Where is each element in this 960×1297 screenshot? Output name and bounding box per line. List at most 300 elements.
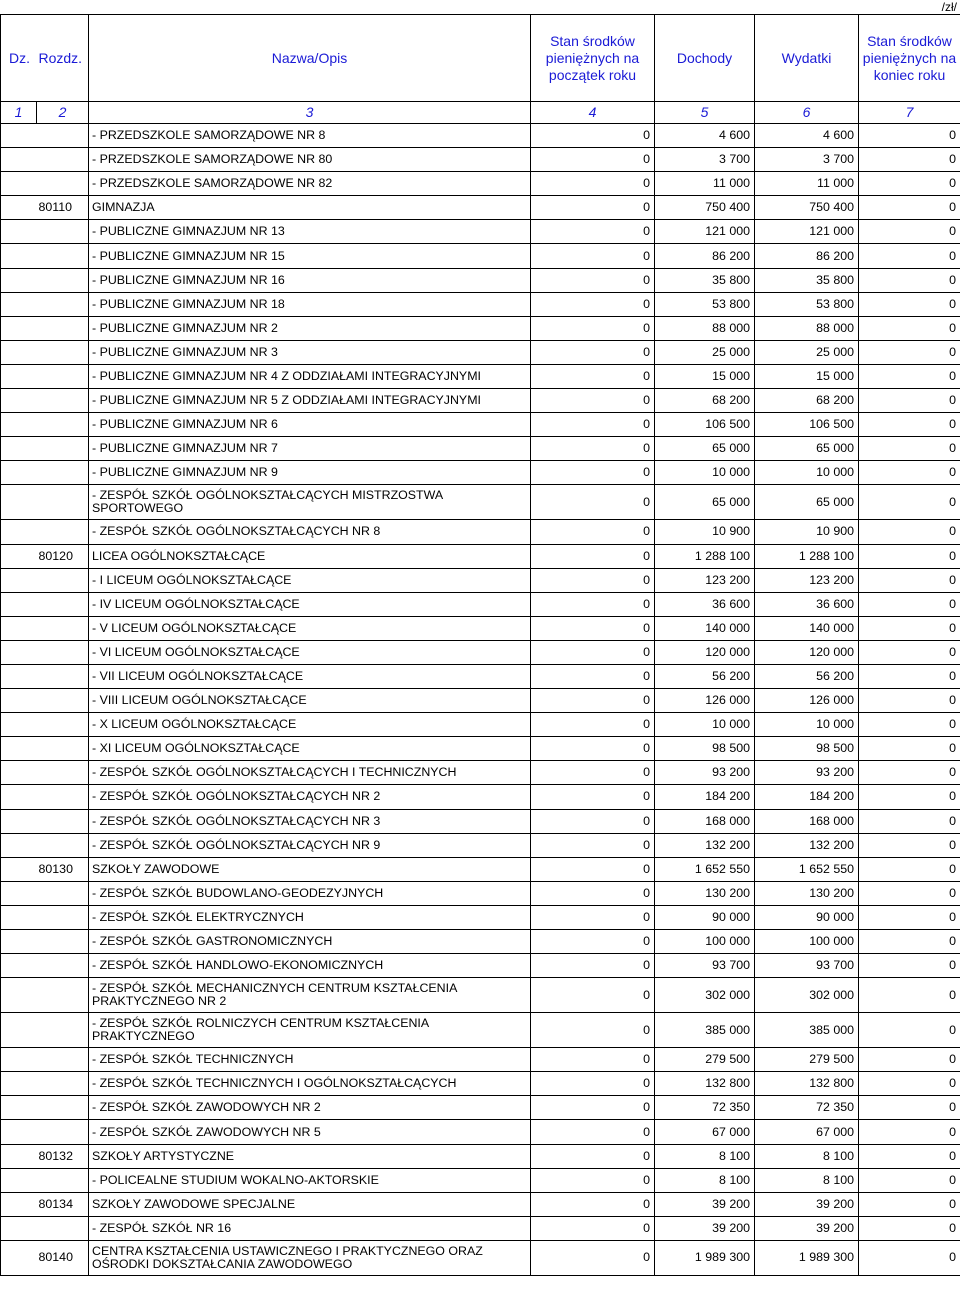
cell-start: 0 (531, 568, 655, 592)
cell-dz (1, 1013, 37, 1048)
cell-name: - PUBLICZNE GIMNAZJUM NR 5 Z ODDZIAŁAMI INTEGRACYJNYMI (89, 389, 531, 413)
cell-rozdz (37, 1096, 89, 1120)
cell-income: 106 500 (655, 413, 755, 437)
cell-rozdz (37, 568, 89, 592)
cell-dz (1, 785, 37, 809)
table-row (1, 220, 960, 244)
cell-rozdz (37, 485, 89, 520)
cell-income: 1 652 550 (655, 857, 755, 881)
cell-end: 0 (859, 1144, 960, 1168)
cell-dz (1, 930, 37, 954)
cell-end: 0 (859, 881, 960, 905)
cell-dz (1, 340, 37, 364)
cell-expense: 11 000 (755, 172, 859, 196)
cell-start: 0 (531, 124, 655, 148)
cell-start: 0 (531, 437, 655, 461)
cell-rozdz (37, 905, 89, 929)
cell-name: GIMNAZJA (89, 196, 531, 220)
cell-expense: 123 200 (755, 568, 859, 592)
cell-rozdz (37, 1216, 89, 1240)
cell-dz (1, 1192, 37, 1216)
cell-expense: 302 000 (755, 978, 859, 1013)
cell-income: 10 000 (655, 713, 755, 737)
cell-dz (1, 713, 37, 737)
cell-name: - ZESPÓŁ SZKÓŁ ROLNICZYCH CENTRUM KSZTAŁCENIA PRAKTYCZNEGO (89, 1013, 531, 1048)
cell-rozdz (37, 1072, 89, 1096)
cell-name: - ZESPÓŁ SZKÓŁ TECHNICZNYCH I OGÓLNOKSZTAŁCĄCYCH (89, 1072, 531, 1096)
cell-start: 0 (531, 785, 655, 809)
cell-name: - V LICEUM OGÓLNOKSZTAŁCĄCE (89, 616, 531, 640)
cell-expense: 132 200 (755, 833, 859, 857)
cell-start: 0 (531, 340, 655, 364)
cell-income: 8 100 (655, 1144, 755, 1168)
cell-income: 132 200 (655, 833, 755, 857)
cell-name: - PUBLICZNE GIMNAZJUM NR 16 (89, 268, 531, 292)
cell-name: - ZESPÓŁ SZKÓŁ TECHNICZNYCH (89, 1048, 531, 1072)
cell-income: 100 000 (655, 930, 755, 954)
cell-start: 0 (531, 316, 655, 340)
cell-start: 0 (531, 389, 655, 413)
cell-end: 0 (859, 148, 960, 172)
cell-income: 93 700 (655, 954, 755, 978)
cell-income: 130 200 (655, 881, 755, 905)
cell-end: 0 (859, 485, 960, 520)
table-row (1, 1192, 960, 1216)
cell-rozdz (37, 413, 89, 437)
cell-start: 0 (531, 520, 655, 544)
cell-rozdz: 80130 (37, 857, 89, 881)
cell-income: 123 200 (655, 568, 755, 592)
cell-expense: 130 200 (755, 881, 859, 905)
cell-end: 0 (859, 340, 960, 364)
cell-dz (1, 461, 37, 485)
cell-start: 0 (531, 364, 655, 388)
cell-name: - ZESPÓŁ SZKÓŁ OGÓLNOKSZTAŁCĄCYCH NR 2 (89, 785, 531, 809)
cell-dz (1, 616, 37, 640)
cell-dz (1, 737, 37, 761)
cell-expense: 750 400 (755, 196, 859, 220)
cell-start: 0 (531, 220, 655, 244)
header-income: Dochody (655, 15, 755, 102)
cell-name: - PRZEDSZKOLE SAMORZĄDOWE NR 80 (89, 148, 531, 172)
cell-income: 132 800 (655, 1072, 755, 1096)
table-row (1, 761, 960, 785)
cell-start: 0 (531, 485, 655, 520)
cell-end: 0 (859, 1168, 960, 1192)
cell-income: 1 989 300 (655, 1240, 755, 1275)
unit-label: /zł/ (941, 0, 957, 14)
cell-dz (1, 568, 37, 592)
cell-income: 93 200 (655, 761, 755, 785)
cell-end: 0 (859, 544, 960, 568)
cell-rozdz (37, 124, 89, 148)
colnum-5: 5 (655, 102, 755, 124)
table-row (1, 689, 960, 713)
table-row (1, 340, 960, 364)
cell-name: CENTRA KSZTAŁCENIA USTAWICZNEGO I PRAKTYCZNEGO ORAZ OŚRODKI DOKSZTAŁCANIA ZAWODOWEGO (89, 1240, 531, 1275)
cell-income: 88 000 (655, 316, 755, 340)
cell-dz (1, 978, 37, 1013)
cell-rozdz (37, 809, 89, 833)
cell-expense: 184 200 (755, 785, 859, 809)
cell-rozdz (37, 1048, 89, 1072)
cell-expense: 98 500 (755, 737, 859, 761)
cell-end: 0 (859, 761, 960, 785)
cell-end: 0 (859, 413, 960, 437)
cell-start: 0 (531, 1048, 655, 1072)
cell-start: 0 (531, 1096, 655, 1120)
cell-rozdz (37, 713, 89, 737)
cell-name: LICEA OGÓLNOKSZTAŁCĄCE (89, 544, 531, 568)
cell-end: 0 (859, 1240, 960, 1275)
cell-end: 0 (859, 689, 960, 713)
cell-end: 0 (859, 520, 960, 544)
cell-start: 0 (531, 809, 655, 833)
cell-rozdz (37, 689, 89, 713)
cell-rozdz (37, 461, 89, 485)
cell-start: 0 (531, 268, 655, 292)
cell-end: 0 (859, 1013, 960, 1048)
table-row (1, 930, 960, 954)
cell-end: 0 (859, 568, 960, 592)
cell-dz (1, 172, 37, 196)
cell-expense: 385 000 (755, 1013, 859, 1048)
cell-income: 4 600 (655, 124, 755, 148)
cell-expense: 8 100 (755, 1168, 859, 1192)
cell-rozdz (37, 148, 89, 172)
cell-start: 0 (531, 737, 655, 761)
cell-dz (1, 196, 37, 220)
cell-dz (1, 905, 37, 929)
cell-start: 0 (531, 930, 655, 954)
cell-expense: 15 000 (755, 364, 859, 388)
cell-rozdz (37, 761, 89, 785)
cell-end: 0 (859, 905, 960, 929)
table-row (1, 268, 960, 292)
cell-name: - ZESPÓŁ SZKÓŁ BUDOWLANO-GEODEZYJNYCH (89, 881, 531, 905)
cell-rozdz (37, 268, 89, 292)
cell-dz (1, 485, 37, 520)
cell-rozdz (37, 364, 89, 388)
colnum-4: 4 (531, 102, 655, 124)
cell-name: - POLICEALNE STUDIUM WOKALNO-AKTORSKIE (89, 1168, 531, 1192)
cell-rozdz: 80134 (37, 1192, 89, 1216)
cell-start: 0 (531, 833, 655, 857)
cell-income: 25 000 (655, 340, 755, 364)
table-row (1, 1048, 960, 1072)
cell-start: 0 (531, 857, 655, 881)
cell-expense: 93 700 (755, 954, 859, 978)
cell-name: - XI LICEUM OGÓLNOKSZTAŁCĄCE (89, 737, 531, 761)
cell-end: 0 (859, 664, 960, 688)
cell-rozdz (37, 437, 89, 461)
cell-dz (1, 664, 37, 688)
table-row (1, 857, 960, 881)
table-row (1, 1072, 960, 1096)
cell-rozdz (37, 881, 89, 905)
budget-table (0, 14, 960, 1276)
table-row (1, 568, 960, 592)
table-row (1, 364, 960, 388)
cell-expense: 25 000 (755, 340, 859, 364)
table-row (1, 616, 960, 640)
cell-end: 0 (859, 592, 960, 616)
cell-name: - PRZEDSZKOLE SAMORZĄDOWE NR 82 (89, 172, 531, 196)
cell-start: 0 (531, 1168, 655, 1192)
cell-expense: 106 500 (755, 413, 859, 437)
cell-expense: 100 000 (755, 930, 859, 954)
cell-end: 0 (859, 220, 960, 244)
table-row (1, 833, 960, 857)
cell-rozdz (37, 664, 89, 688)
cell-end: 0 (859, 172, 960, 196)
cell-dz (1, 689, 37, 713)
cell-end: 0 (859, 461, 960, 485)
cell-dz (1, 148, 37, 172)
table-row (1, 485, 960, 520)
cell-dz (1, 1168, 37, 1192)
cell-end: 0 (859, 809, 960, 833)
cell-start: 0 (531, 1072, 655, 1096)
cell-income: 184 200 (655, 785, 755, 809)
table-row (1, 1096, 960, 1120)
cell-dz (1, 124, 37, 148)
cell-expense: 72 350 (755, 1096, 859, 1120)
table-row (1, 292, 960, 316)
cell-end: 0 (859, 437, 960, 461)
cell-end: 0 (859, 954, 960, 978)
cell-expense: 1 652 550 (755, 857, 859, 881)
table-row (1, 1013, 960, 1048)
table-row (1, 1120, 960, 1144)
cell-dz (1, 1048, 37, 1072)
cell-expense: 56 200 (755, 664, 859, 688)
cell-start: 0 (531, 978, 655, 1013)
cell-dz (1, 1144, 37, 1168)
cell-name: - ZESPÓŁ SZKÓŁ GASTRONOMICZNYCH (89, 930, 531, 954)
colnum-2: 2 (37, 102, 89, 124)
cell-name: - ZESPÓŁ SZKÓŁ OGÓLNOKSZTAŁCĄCYCH NR 9 (89, 833, 531, 857)
cell-start: 0 (531, 172, 655, 196)
cell-dz (1, 1096, 37, 1120)
cell-income: 11 000 (655, 172, 755, 196)
cell-name: - VIII LICEUM OGÓLNOKSZTAŁCĄCE (89, 689, 531, 713)
cell-income: 8 100 (655, 1168, 755, 1192)
cell-dz (1, 413, 37, 437)
table-row (1, 809, 960, 833)
cell-income: 3 700 (655, 148, 755, 172)
cell-rozdz (37, 833, 89, 857)
header-dz: Dz. (1, 15, 37, 102)
cell-name: - ZESPÓŁ SZKÓŁ OGÓLNOKSZTAŁCĄCYCH MISTRZOSTWA SPORTOWEGO (89, 485, 531, 520)
cell-expense: 168 000 (755, 809, 859, 833)
cell-name: - IV LICEUM OGÓLNOKSZTAŁCĄCE (89, 592, 531, 616)
cell-rozdz (37, 592, 89, 616)
cell-name: - ZESPÓŁ SZKÓŁ OGÓLNOKSZTAŁCĄCYCH NR 3 (89, 809, 531, 833)
cell-income: 39 200 (655, 1192, 755, 1216)
table-row (1, 196, 960, 220)
cell-end: 0 (859, 1072, 960, 1096)
table-row (1, 544, 960, 568)
cell-expense: 279 500 (755, 1048, 859, 1072)
cell-name: - ZESPÓŁ SZKÓŁ OGÓLNOKSZTAŁCĄCYCH I TECHNICZNYCH (89, 761, 531, 785)
table-row (1, 520, 960, 544)
cell-end: 0 (859, 1216, 960, 1240)
cell-expense: 1 989 300 (755, 1240, 859, 1275)
cell-rozdz (37, 316, 89, 340)
cell-expense: 3 700 (755, 148, 859, 172)
cell-income: 98 500 (655, 737, 755, 761)
cell-rozdz (37, 785, 89, 809)
cell-rozdz (37, 978, 89, 1013)
cell-rozdz (37, 389, 89, 413)
cell-income: 140 000 (655, 616, 755, 640)
cell-name: - I LICEUM OGÓLNOKSZTAŁCĄCE (89, 568, 531, 592)
table-row (1, 737, 960, 761)
cell-start: 0 (531, 905, 655, 929)
cell-dz (1, 833, 37, 857)
cell-name: - PUBLICZNE GIMNAZJUM NR 15 (89, 244, 531, 268)
cell-dz (1, 640, 37, 664)
cell-start: 0 (531, 664, 655, 688)
cell-expense: 132 800 (755, 1072, 859, 1096)
cell-start: 0 (531, 1144, 655, 1168)
cell-dz (1, 316, 37, 340)
table-row (1, 172, 960, 196)
cell-name: - PUBLICZNE GIMNAZJUM NR 18 (89, 292, 531, 316)
cell-rozdz (37, 172, 89, 196)
table-row (1, 905, 960, 929)
cell-end: 0 (859, 857, 960, 881)
cell-start: 0 (531, 461, 655, 485)
cell-start: 0 (531, 592, 655, 616)
table-row (1, 713, 960, 737)
cell-name: SZKOŁY ZAWODOWE SPECJALNE (89, 1192, 531, 1216)
cell-rozdz: 80110 (37, 196, 89, 220)
cell-expense: 88 000 (755, 316, 859, 340)
cell-end: 0 (859, 1096, 960, 1120)
cell-end: 0 (859, 616, 960, 640)
table-row (1, 316, 960, 340)
table-row (1, 148, 960, 172)
cell-start: 0 (531, 1240, 655, 1275)
cell-end: 0 (859, 292, 960, 316)
cell-end: 0 (859, 316, 960, 340)
table-row (1, 389, 960, 413)
cell-income: 121 000 (655, 220, 755, 244)
cell-dz (1, 364, 37, 388)
cell-rozdz (37, 220, 89, 244)
cell-rozdz (37, 292, 89, 316)
table-body (1, 124, 960, 1276)
cell-dz (1, 1072, 37, 1096)
cell-expense: 121 000 (755, 220, 859, 244)
cell-start: 0 (531, 1192, 655, 1216)
cell-expense: 35 800 (755, 268, 859, 292)
header-expense: Wydatki (755, 15, 859, 102)
table-row (1, 1168, 960, 1192)
cell-dz (1, 389, 37, 413)
cell-dz (1, 292, 37, 316)
colnum-1: 1 (1, 102, 37, 124)
header-end: Stan środków pieniężnych na koniec roku (859, 15, 960, 102)
cell-income: 15 000 (655, 364, 755, 388)
table-row (1, 978, 960, 1013)
table-row (1, 640, 960, 664)
cell-income: 39 200 (655, 1216, 755, 1240)
cell-dz (1, 220, 37, 244)
cell-rozdz (37, 930, 89, 954)
cell-expense: 126 000 (755, 689, 859, 713)
cell-name: SZKOŁY ZAWODOWE (89, 857, 531, 881)
cell-rozdz (37, 1168, 89, 1192)
cell-name: - ZESPÓŁ SZKÓŁ ZAWODOWYCH NR 2 (89, 1096, 531, 1120)
cell-income: 65 000 (655, 437, 755, 461)
cell-name: - ZESPÓŁ SZKÓŁ HANDLOWO-EKONOMICZNYCH (89, 954, 531, 978)
cell-name: - PUBLICZNE GIMNAZJUM NR 9 (89, 461, 531, 485)
cell-name: - PUBLICZNE GIMNAZJUM NR 4 Z ODDZIAŁAMI INTEGRACYJNYMI (89, 364, 531, 388)
cell-expense: 90 000 (755, 905, 859, 929)
cell-dz (1, 761, 37, 785)
cell-expense: 53 800 (755, 292, 859, 316)
cell-rozdz (37, 1013, 89, 1048)
cell-income: 36 600 (655, 592, 755, 616)
cell-name: - ZESPÓŁ SZKÓŁ MECHANICZNYCH CENTRUM KSZTAŁCENIA PRAKTYCZNEGO NR 2 (89, 978, 531, 1013)
cell-dz (1, 1120, 37, 1144)
cell-income: 53 800 (655, 292, 755, 316)
cell-end: 0 (859, 785, 960, 809)
cell-end: 0 (859, 1048, 960, 1072)
cell-end: 0 (859, 196, 960, 220)
cell-name: - ZESPÓŁ SZKÓŁ ELEKTRYCZNYCH (89, 905, 531, 929)
table-row (1, 1144, 960, 1168)
cell-dz (1, 857, 37, 881)
colnum-7: 7 (859, 102, 960, 124)
cell-start: 0 (531, 196, 655, 220)
cell-rozdz (37, 520, 89, 544)
cell-name: - X LICEUM OGÓLNOKSZTAŁCĄCE (89, 713, 531, 737)
cell-rozdz: 80140 (37, 1240, 89, 1275)
cell-income: 72 350 (655, 1096, 755, 1120)
cell-expense: 65 000 (755, 437, 859, 461)
cell-income: 68 200 (655, 389, 755, 413)
cell-expense: 67 000 (755, 1120, 859, 1144)
cell-expense: 36 600 (755, 592, 859, 616)
cell-dz (1, 809, 37, 833)
cell-rozdz: 80120 (37, 544, 89, 568)
cell-expense: 10 000 (755, 461, 859, 485)
cell-start: 0 (531, 1120, 655, 1144)
cell-income: 279 500 (655, 1048, 755, 1072)
cell-start: 0 (531, 148, 655, 172)
cell-income: 90 000 (655, 905, 755, 929)
cell-income: 65 000 (655, 485, 755, 520)
cell-rozdz (37, 616, 89, 640)
cell-start: 0 (531, 616, 655, 640)
cell-name: - PUBLICZNE GIMNAZJUM NR 6 (89, 413, 531, 437)
cell-start: 0 (531, 689, 655, 713)
cell-end: 0 (859, 978, 960, 1013)
cell-end: 0 (859, 833, 960, 857)
cell-end: 0 (859, 124, 960, 148)
cell-expense: 39 200 (755, 1216, 859, 1240)
header-start: Stan środków pieniężnych na początek roku (531, 15, 655, 102)
cell-rozdz (37, 244, 89, 268)
cell-income: 168 000 (655, 809, 755, 833)
cell-income: 750 400 (655, 196, 755, 220)
cell-start: 0 (531, 413, 655, 437)
table-row (1, 785, 960, 809)
